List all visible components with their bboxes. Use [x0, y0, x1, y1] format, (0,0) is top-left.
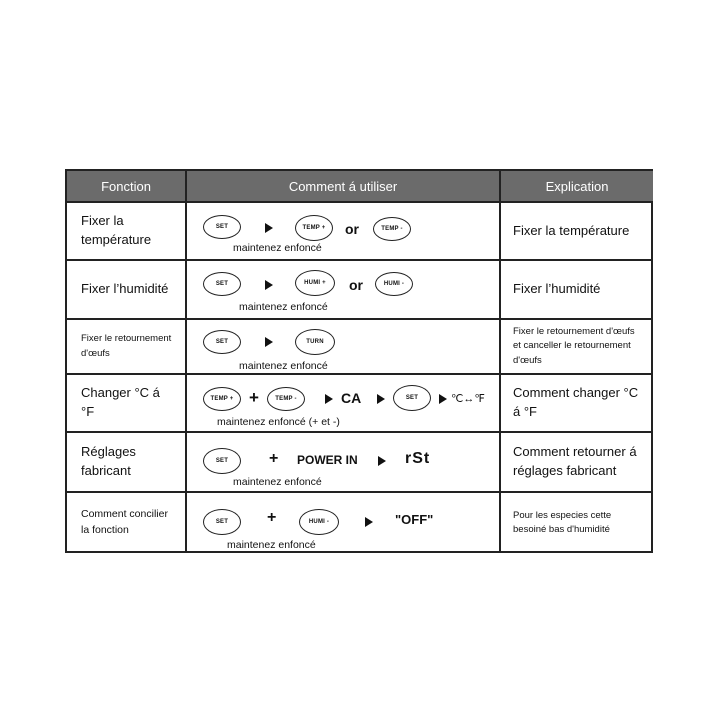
row-1-fonction: Fixer la température: [81, 213, 152, 247]
header-fonction: Fonction: [67, 171, 185, 201]
row-3-explication: Fixer le retournement d'œufs et canceller le retournement d'œufs: [513, 326, 635, 366]
rst-text: rSt: [405, 450, 431, 467]
row-2-note: maintenez enfoncé: [239, 301, 328, 313]
row-6-note: maintenez enfoncé: [227, 539, 316, 551]
temp-minus-button[interactable]: TEMP -: [373, 217, 411, 241]
or-text: or: [345, 221, 359, 237]
header-explication: Explication: [501, 171, 653, 201]
arrow-right-icon: [377, 394, 385, 404]
row-5-note: maintenez enfoncé: [233, 476, 322, 488]
set-button[interactable]: SET: [203, 330, 241, 354]
row-3-fonction: Fixer le retournement d'œufs: [81, 333, 172, 359]
row-1-note: maintenez enfoncé: [233, 242, 322, 254]
arrow-right-icon: [439, 394, 447, 404]
ca-text: CA: [341, 390, 362, 406]
row-4-explication: Comment changer °C á °F: [513, 385, 639, 419]
row-2-explication: Fixer l’humidité: [513, 281, 601, 297]
plus-text: +: [267, 509, 277, 526]
row-6-explication: Pour les especies cette besoiné bas d'humidité: [513, 509, 612, 535]
row-5-fonction: Réglages fabricant: [81, 444, 136, 478]
arrow-right-icon: [365, 517, 373, 527]
humi-minus-button[interactable]: HUMI -: [375, 272, 413, 296]
row-3-note: maintenez enfoncé: [239, 360, 328, 372]
celsius-fahrenheit-text: ℃↔℉: [451, 393, 485, 405]
row-6-fonction: Comment concilier la fonction: [81, 508, 168, 536]
arrow-right-icon: [265, 280, 273, 290]
column-divider: [499, 171, 501, 551]
row-4-fonction: Changer °C á °F: [81, 385, 160, 419]
humi-plus-button[interactable]: HUMI +: [295, 270, 335, 296]
plus-text: +: [249, 388, 259, 407]
temp-plus-button[interactable]: TEMP +: [295, 215, 333, 241]
function-table: [65, 169, 653, 553]
or-text: or: [349, 277, 363, 293]
row-5-explication: Comment retourner á réglages fabricant: [513, 444, 637, 478]
off-text: "OFF": [395, 512, 434, 527]
set-button[interactable]: SET: [393, 385, 431, 411]
arrow-right-icon: [325, 394, 333, 404]
set-button[interactable]: SET: [203, 448, 241, 474]
row-1-explication: Fixer la température: [513, 222, 630, 238]
row-4-note: maintenez enfoncé (+ et -): [217, 416, 340, 428]
arrow-right-icon: [378, 456, 386, 466]
column-divider: [185, 171, 187, 551]
header-comment: Comment á utiliser: [187, 171, 499, 201]
set-button[interactable]: SET: [203, 215, 241, 239]
plus-text: +: [269, 450, 279, 467]
turn-button[interactable]: TURN: [295, 329, 335, 355]
arrow-right-icon: [265, 223, 273, 233]
arrow-right-icon: [265, 337, 273, 347]
set-button[interactable]: SET: [203, 272, 241, 296]
temp-plus-button[interactable]: TEMP +: [203, 387, 241, 411]
row-2-fonction: Fixer l’humidité: [81, 281, 169, 297]
set-button[interactable]: SET: [203, 509, 241, 535]
temp-minus-button[interactable]: TEMP -: [267, 387, 305, 411]
power-in-text: POWER IN: [297, 453, 358, 467]
humi-minus-button[interactable]: HUMI -: [299, 509, 339, 535]
